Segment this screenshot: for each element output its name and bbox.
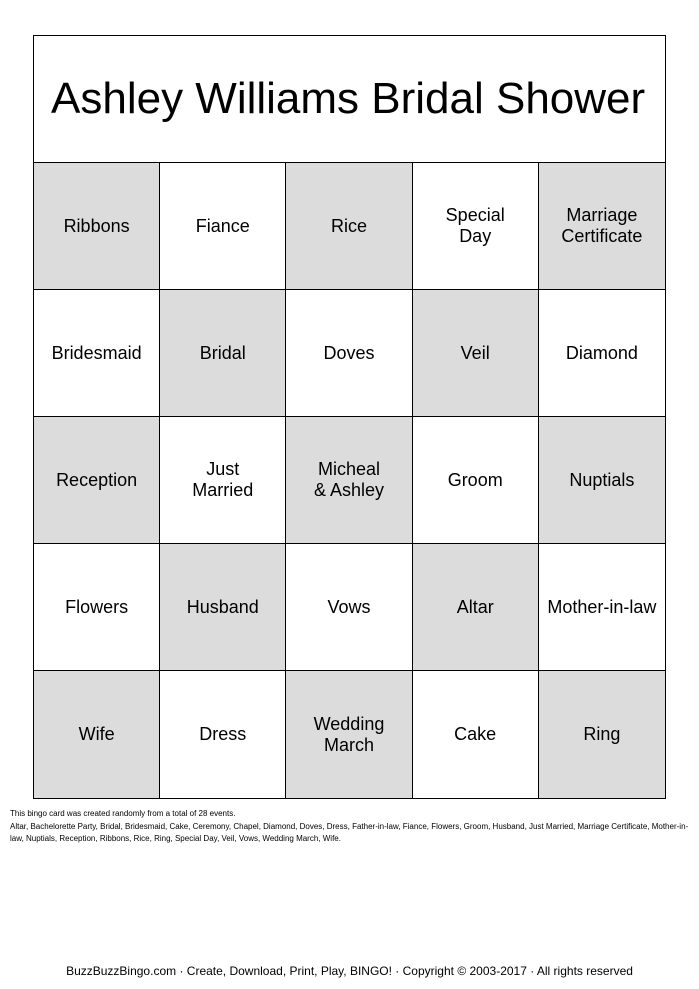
bingo-cell: Fiance [160,163,286,290]
bingo-cell: Micheal & Ashley [286,417,412,544]
bingo-cell: Ribbons [34,163,160,290]
bingo-cell: Bridesmaid [34,290,160,417]
footer-copyright: BuzzBuzzBingo.com · Create, Download, Print, Play, BINGO! · Copyright © 2003-2017 · All rights reserved [66,964,633,978]
card-title: Ashley Williams Bridal Shower [34,36,665,163]
bingo-cell: Flowers [34,544,160,671]
bingo-cell: Mother-in-law [539,544,665,671]
bingo-cell: Groom [413,417,539,544]
bingo-cell: Veil [413,290,539,417]
notes-event-list: Altar, Bachelorette Party, Bridal, Bridesmaid, Cake, Ceremony, Chapel, Diamond, Doves, Dress, Father-in-law, Fiance, Flowers, Groom, Husband, Just Married, Marriage Certificate, Mother-in-law, Nuptials, Reception, Ribbons, Rice, Ring, Special Day, Veil, Vows, Wedding March, Wife. [10,821,689,843]
bingo-cell: Cake [413,671,539,798]
bingo-cell: Wife [34,671,160,798]
bingo-cell: Dress [160,671,286,798]
bingo-cell: Reception [34,417,160,544]
notes-intro: This bingo card was created randomly from a total of 28 events. [10,809,236,818]
card-notes [10,808,690,846]
bingo-cell: Diamond [539,290,665,417]
bingo-cell: Altar [413,544,539,671]
bingo-cell: Husband [160,544,286,671]
bingo-cell: Ring [539,671,665,798]
bingo-cell: Nuptials [539,417,665,544]
bingo-cell: Rice [286,163,412,290]
bingo-cell: Wedding March [286,671,412,798]
bingo-cell: Marriage Certificate [539,163,665,290]
bingo-cell: Special Day [413,163,539,290]
bingo-grid [34,163,665,798]
bingo-cell: Bridal [160,290,286,417]
bingo-cell: Just Married [160,417,286,544]
bingo-cell: Vows [286,544,412,671]
bingo-cell: Doves [286,290,412,417]
bingo-card [33,35,666,799]
